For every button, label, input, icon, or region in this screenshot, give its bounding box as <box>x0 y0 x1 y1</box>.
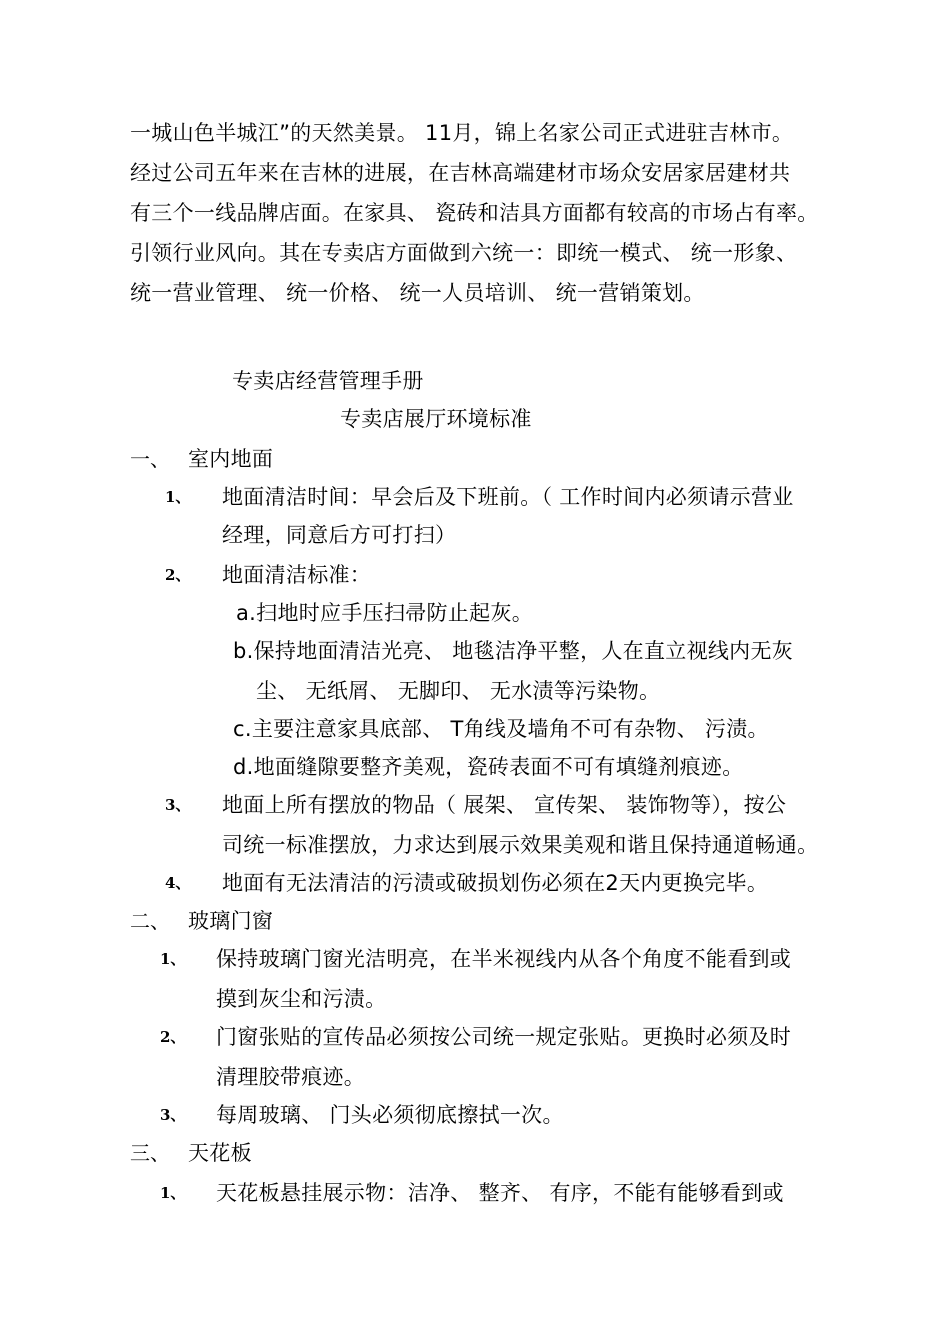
manual-title: 专卖店经营管理手册 <box>232 369 424 393</box>
section-heading: 天花板 <box>188 1141 252 1165</box>
item-text: 经理，同意后方可打扫） <box>222 523 457 547</box>
item-text: 门窗张贴的宣传品必须按公司统一规定张贴。更换时必须及时 <box>216 1025 792 1049</box>
item-number: 3、 <box>165 796 191 814</box>
sub-item-text: a.扫地时应手压扫帚防止起灰。 <box>236 601 534 625</box>
section-heading: 玻璃门窗 <box>188 909 274 933</box>
sub-item-text: 尘、 无纸屑、 无脚印、 无水渍等污染物。 <box>256 679 661 703</box>
intro-line: 有三个一线品牌店面。在家具、 瓷砖和洁具方面都有较高的市场占有率。 <box>130 201 819 225</box>
item-text: 天花板悬挂展示物：洁净、 整齐、 有序，不能有能够看到或 <box>216 1181 784 1205</box>
section-title: 专卖店展厅环境标准 <box>340 407 532 431</box>
item-text: 地面上所有摆放的物品（ 展架、 宣传架、 装饰物等），按公 <box>222 793 787 817</box>
intro-line: 引领行业风向。其在专卖店方面做到六统一：即统一模式、 统一形象、 <box>130 241 798 265</box>
item-number: 1、 <box>160 950 186 968</box>
section-number: 二、 <box>130 909 170 933</box>
intro-line: 一城山色半城江”的天然美景。 11月，锦上名家公司正式进驻吉林市。 <box>130 121 794 145</box>
item-text: 地面清洁时间：早会后及下班前。（ 工作时间内必须请示营业 <box>222 485 794 509</box>
section-number: 一、 <box>130 447 170 471</box>
item-number: 4、 <box>165 874 191 892</box>
item-text: 地面清洁标准： <box>222 563 372 587</box>
item-number: 1、 <box>160 1184 186 1202</box>
item-number: 2、 <box>165 566 191 584</box>
item-text: 摸到灰尘和污渍。 <box>216 987 387 1011</box>
item-text: 保持玻璃门窗光洁明亮，在半米视线内从各个角度不能看到或 <box>216 947 792 971</box>
item-text: 司统一标准摆放，力求达到展示效果美观和谐且保持通道畅通。 <box>222 833 819 857</box>
section-number: 三、 <box>130 1141 170 1165</box>
item-number: 3、 <box>160 1106 186 1124</box>
item-text: 清理胶带痕迹。 <box>216 1065 366 1089</box>
item-text: 每周玻璃、 门头必须彻底擦拭一次。 <box>216 1103 564 1127</box>
sub-item-text: c.主要注意家具底部、 T角线及墙角不可有杂物、 污渍。 <box>233 717 769 741</box>
item-number: 1、 <box>165 488 191 506</box>
sub-item-text: d.地面缝隙要整齐美观，瓷砖表面不可有填缝剂痕迹。 <box>233 755 744 779</box>
intro-line: 经过公司五年来在吉林的进展，在吉林高端建材市场众安居家居建材共 <box>130 161 791 185</box>
section-heading: 室内地面 <box>188 447 274 471</box>
item-text: 地面有无法清洁的污渍或破损划伤必须在2天内更换完毕。 <box>222 871 769 895</box>
intro-line: 统一营业管理、 统一价格、 统一人员培训、 统一营销策划。 <box>130 281 705 305</box>
sub-item-text: b.保持地面清洁光亮、 地毯洁净平整，人在直立视线内无灰 <box>233 639 794 663</box>
item-number: 2、 <box>160 1028 186 1046</box>
